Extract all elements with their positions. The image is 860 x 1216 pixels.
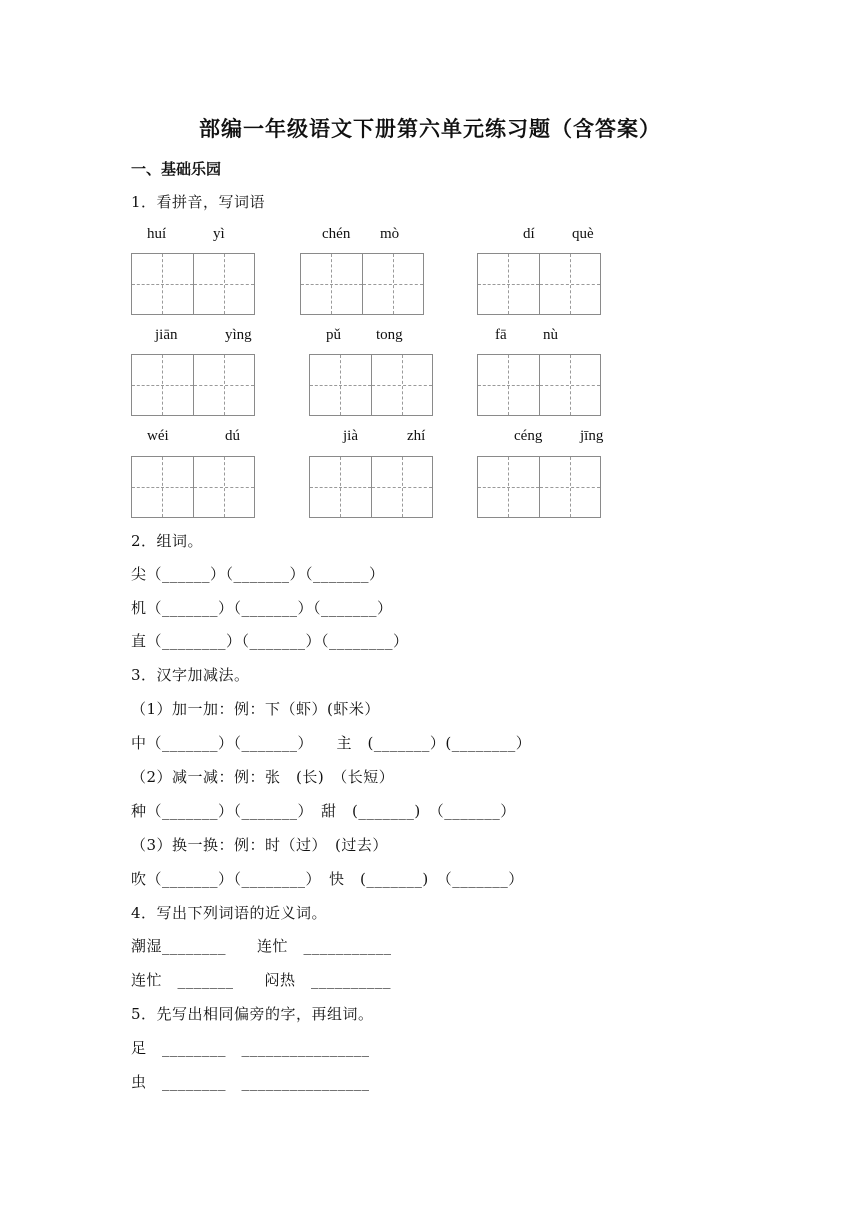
- pinyin-7b: dú: [225, 428, 240, 444]
- pinyin-5a: pǔ: [326, 327, 341, 343]
- question-4-prompt: 4．写出下列词语的近义词。: [131, 904, 328, 922]
- pinyin-6a: fā: [495, 327, 507, 343]
- writing-grid[interactable]: [131, 253, 255, 315]
- pinyin-8b: zhí: [407, 428, 426, 444]
- pinyin-5b: tong: [376, 327, 403, 343]
- page-title: 部编一年级语文下册第六单元练习题（含答案）: [199, 116, 661, 141]
- section-heading: 一、基础乐园: [131, 160, 222, 178]
- pinyin-2b: mò: [380, 226, 400, 242]
- question-3-prompt: 3．汉字加减法。: [131, 666, 250, 684]
- radical-line: 足 ________ ________________: [131, 1039, 370, 1057]
- pinyin-8a: jià: [343, 428, 358, 444]
- writing-grid[interactable]: [309, 354, 433, 416]
- answer-line: 吹（_______）（________） 快 (_______) （_______）: [131, 870, 524, 888]
- synonym-line: 连忙 _______ 闷热 __________: [131, 971, 392, 989]
- pinyin-9a: céng: [514, 428, 543, 444]
- pinyin-2a: chén: [322, 226, 351, 242]
- pinyin-7a: wéi: [147, 428, 169, 444]
- word-line: 直（________）（_______）（________）: [131, 632, 409, 650]
- writing-grid[interactable]: [300, 253, 424, 315]
- writing-grid[interactable]: [477, 253, 601, 315]
- radical-line: 虫 ________ ________________: [131, 1073, 370, 1091]
- answer-line: 种（_______）（_______） 甜 (_______) （_______）: [131, 802, 516, 820]
- writing-grid[interactable]: [477, 456, 601, 518]
- question-5-prompt: 5．先写出相同偏旁的字，再组词。: [131, 1005, 374, 1023]
- pinyin-1a: huí: [147, 226, 167, 242]
- pinyin-4b: yìng: [225, 327, 252, 343]
- pinyin-3a: dí: [523, 226, 535, 242]
- question-1-prompt: 1．看拼音，写词语: [131, 193, 266, 211]
- pinyin-4a: jiān: [155, 327, 178, 343]
- example-line: （2）减一减：例：张 (长) （长短）: [131, 768, 395, 786]
- pinyin-3b: què: [572, 226, 594, 242]
- pinyin-9b: jīng: [580, 428, 604, 444]
- example-line: （1）加一加：例：下（虾）(虾米）: [131, 700, 380, 718]
- writing-grid[interactable]: [131, 354, 255, 416]
- answer-line: 中（_______）（_______） 主 (_______）(________）: [131, 734, 532, 752]
- word-line: 尖（______）（_______）（_______）: [131, 565, 385, 583]
- pinyin-6b: nù: [543, 327, 558, 343]
- writing-grid[interactable]: [477, 354, 601, 416]
- writing-grid[interactable]: [131, 456, 255, 518]
- synonym-line: 潮湿________ 连忙 ___________: [131, 937, 392, 955]
- pinyin-1b: yì: [213, 226, 225, 242]
- writing-grid[interactable]: [309, 456, 433, 518]
- word-line: 机（_______）（_______）（_______）: [131, 599, 393, 617]
- question-2-prompt: 2．组词。: [131, 532, 204, 550]
- example-line: （3）换一换：例：时（过） (过去）: [131, 836, 388, 854]
